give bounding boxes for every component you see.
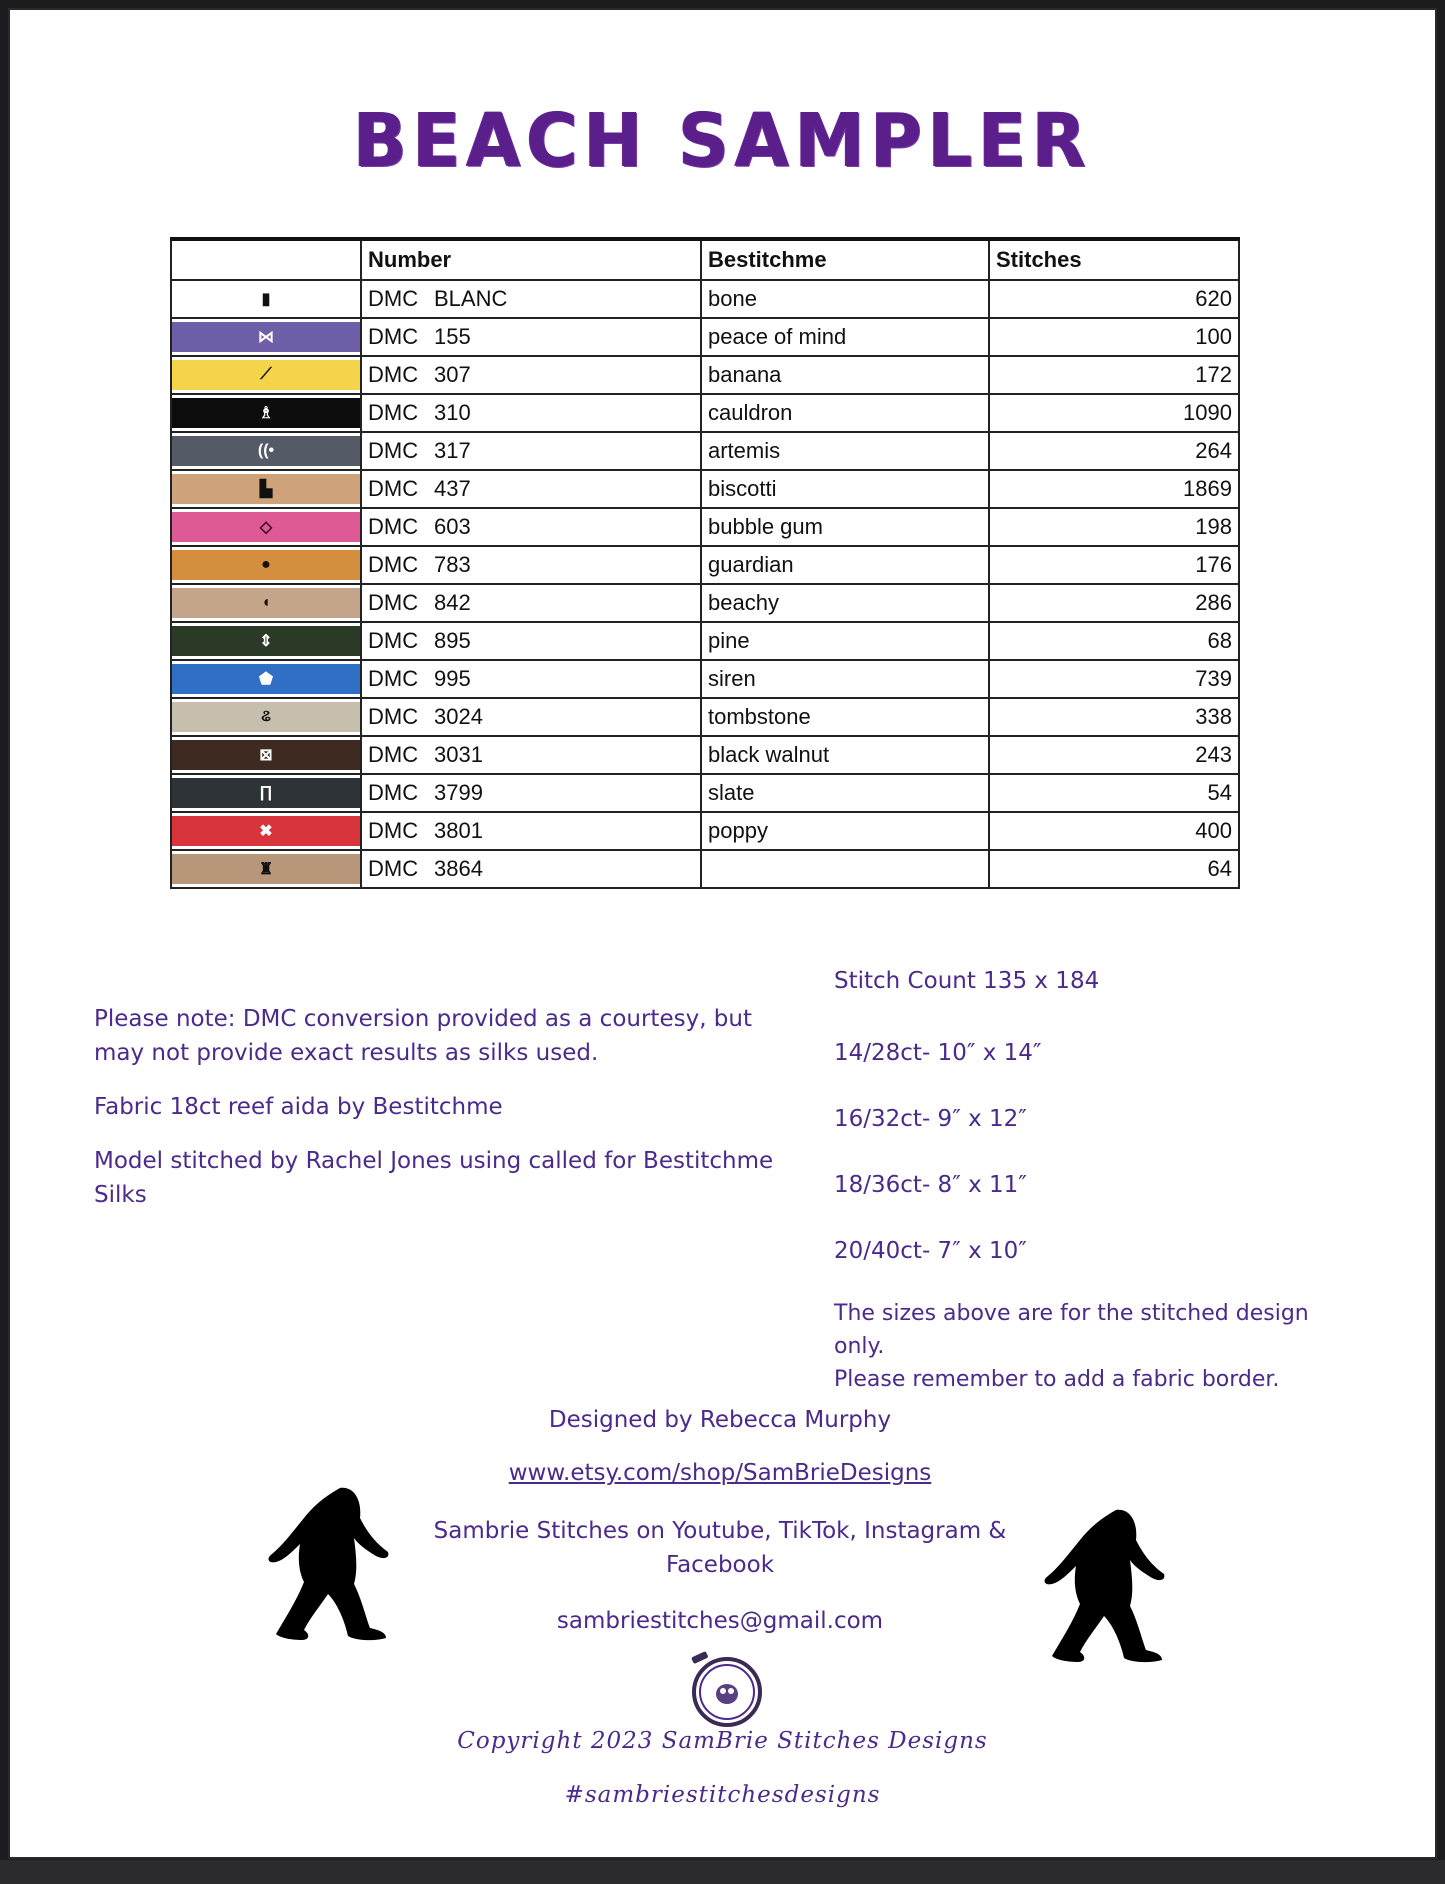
color-swatch bbox=[172, 854, 360, 884]
floss-number: 3801 bbox=[434, 818, 483, 843]
symbol-cell bbox=[171, 584, 361, 622]
brand-prefix: DMC bbox=[368, 476, 419, 501]
bestitchme-cell: beachy bbox=[701, 584, 989, 622]
table-row bbox=[171, 698, 1239, 736]
table-row bbox=[171, 660, 1239, 698]
floss-number: 895 bbox=[434, 628, 471, 653]
diamond-symbol-icon: ◇ bbox=[259, 519, 273, 536]
color-swatch bbox=[172, 512, 360, 542]
snowman-symbol-icon: ● bbox=[261, 556, 271, 573]
symbol-cell bbox=[171, 356, 361, 394]
bestitchme-cell: black walnut bbox=[701, 736, 989, 774]
pentagon-symbol-icon: ⬟ bbox=[259, 671, 273, 688]
conversion-note: Please note: DMC conversion provided as a courtesy, but may not provide exact results as silks used. bbox=[94, 1006, 753, 1066]
number-cell bbox=[361, 736, 701, 774]
brand-prefix: DMC bbox=[368, 324, 419, 349]
symbol-cell bbox=[171, 660, 361, 698]
curl-symbol-icon: ଌ bbox=[261, 708, 271, 725]
table-row bbox=[171, 432, 1239, 470]
number-cell bbox=[361, 850, 701, 888]
brand-prefix: DMC bbox=[368, 286, 419, 311]
bestitchme-cell: artemis bbox=[701, 432, 989, 470]
floss-number: 317 bbox=[434, 438, 471, 463]
table-row bbox=[171, 584, 1239, 622]
symbol-cell bbox=[171, 432, 361, 470]
bestitchme-cell: cauldron bbox=[701, 394, 989, 432]
stitches-cell: 243 bbox=[989, 736, 1239, 774]
symbol-cell bbox=[171, 622, 361, 660]
symbol-cell bbox=[171, 318, 361, 356]
stitches-cell: 1090 bbox=[989, 394, 1239, 432]
floss-number: 603 bbox=[434, 514, 471, 539]
number-cell bbox=[361, 470, 701, 508]
number-cell bbox=[361, 508, 701, 546]
color-swatch bbox=[172, 816, 360, 846]
model-note: Model stitched by Rachel Jones using called for Bestitchme Silks bbox=[94, 1148, 774, 1208]
boot-symbol-icon: ▙ bbox=[259, 481, 273, 498]
hashtag-text: #sambriestitchesdesigns bbox=[564, 1782, 881, 1808]
brand-prefix: DMC bbox=[368, 362, 419, 387]
brand-prefix: DMC bbox=[368, 552, 419, 577]
symbol-cell bbox=[171, 280, 361, 318]
viewer-bottom-bar bbox=[0, 1860, 1445, 1884]
table-row bbox=[171, 622, 1239, 660]
brand-prefix: DMC bbox=[368, 780, 419, 805]
floss-number: BLANC bbox=[434, 286, 508, 311]
social-media-text: Sambrie Stitches on Youtube, TikTok, Instagram & Facebook bbox=[433, 1518, 1007, 1578]
table-row bbox=[171, 470, 1239, 508]
sambrie-logo-icon bbox=[682, 1650, 772, 1730]
floss-number: 995 bbox=[434, 666, 471, 691]
floss-number: 437 bbox=[434, 476, 471, 501]
stitches-cell: 620 bbox=[989, 280, 1239, 318]
bestitchme-cell bbox=[701, 850, 989, 888]
stitches-cell: 198 bbox=[989, 508, 1239, 546]
symbol-cell bbox=[171, 774, 361, 812]
bestitchme-cell: biscotti bbox=[701, 470, 989, 508]
size-line-18ct: 18/36ct- 8″ x 11″ bbox=[834, 1172, 1027, 1198]
stitches-cell: 64 bbox=[989, 850, 1239, 888]
brand-prefix: DMC bbox=[368, 742, 419, 767]
header-stitches: Stitches bbox=[989, 239, 1239, 280]
number-cell bbox=[361, 660, 701, 698]
bestitchme-cell: peace of mind bbox=[701, 318, 989, 356]
page-title: BEACH SAMPLER bbox=[353, 98, 1092, 184]
bigfoot-right-icon bbox=[1038, 1500, 1168, 1670]
shop-link-wrap bbox=[370, 1460, 1070, 1486]
bestitchme-cell: bone bbox=[701, 280, 989, 318]
number-cell bbox=[361, 622, 701, 660]
color-swatch bbox=[172, 322, 360, 352]
stitches-cell: 68 bbox=[989, 622, 1239, 660]
number-cell bbox=[361, 812, 701, 850]
notes-section bbox=[94, 1002, 794, 1232]
size-line-14ct: 14/28ct- 10″ x 14″ bbox=[834, 1040, 1042, 1066]
color-swatch bbox=[172, 740, 360, 770]
number-cell bbox=[361, 394, 701, 432]
arrows-symbol-icon: ⇕ bbox=[259, 633, 273, 650]
floss-number: 842 bbox=[434, 590, 471, 615]
symbol-cell bbox=[171, 812, 361, 850]
table-row bbox=[171, 850, 1239, 888]
number-cell bbox=[361, 318, 701, 356]
arch-symbol-icon: ∏ bbox=[259, 784, 273, 801]
table-row bbox=[171, 394, 1239, 432]
table-row bbox=[171, 508, 1239, 546]
brand-prefix: DMC bbox=[368, 628, 419, 653]
color-swatch bbox=[172, 664, 360, 694]
sizes-note bbox=[834, 1297, 1354, 1396]
color-swatch bbox=[172, 436, 360, 466]
copyright-text: Copyright 2023 SamBrie Stitches Designs bbox=[457, 1728, 988, 1754]
table-row bbox=[171, 546, 1239, 584]
symbol-cell bbox=[171, 850, 361, 888]
floss-number: 3864 bbox=[434, 856, 483, 881]
color-swatch bbox=[172, 474, 360, 504]
color-swatch bbox=[172, 284, 360, 314]
color-swatch bbox=[172, 588, 360, 618]
bestitchme-cell: pine bbox=[701, 622, 989, 660]
bestitchme-cell: tombstone bbox=[701, 698, 989, 736]
bestitchme-cell: siren bbox=[701, 660, 989, 698]
table-row bbox=[171, 812, 1239, 850]
brand-prefix: DMC bbox=[368, 818, 419, 843]
number-cell bbox=[361, 584, 701, 622]
stitches-cell: 400 bbox=[989, 812, 1239, 850]
floss-number: 3799 bbox=[434, 780, 483, 805]
bestitchme-cell: guardian bbox=[701, 546, 989, 584]
color-swatch bbox=[172, 778, 360, 808]
floss-legend-table bbox=[170, 237, 1240, 889]
sizes-note-line2: Please remember to add a fabric border. bbox=[834, 1367, 1280, 1392]
number-cell bbox=[361, 356, 701, 394]
size-line-16ct: 16/32ct- 9″ x 12″ bbox=[834, 1106, 1027, 1132]
number-cell bbox=[361, 698, 701, 736]
stitches-cell: 176 bbox=[989, 546, 1239, 584]
slash-symbol-icon: ⟋ bbox=[260, 366, 272, 383]
symbol-cell bbox=[171, 546, 361, 584]
brand-prefix: DMC bbox=[368, 666, 419, 691]
symbol-cell bbox=[171, 508, 361, 546]
brand-prefix: DMC bbox=[368, 856, 419, 881]
color-swatch bbox=[172, 626, 360, 656]
floss-number: 783 bbox=[434, 552, 471, 577]
symbol-cell bbox=[171, 394, 361, 432]
designer-credit: Designed by Rebecca Murphy bbox=[548, 1407, 892, 1433]
email-address[interactable]: sambriestitches@gmail.com bbox=[556, 1608, 884, 1634]
stitches-cell: 338 bbox=[989, 698, 1239, 736]
floss-number: 155 bbox=[434, 324, 471, 349]
brand-prefix: DMC bbox=[368, 704, 419, 729]
table-row bbox=[171, 280, 1239, 318]
stitch-count: Stitch Count 135 x 184 bbox=[834, 968, 1100, 994]
brand-prefix: DMC bbox=[368, 514, 419, 539]
stitches-cell: 100 bbox=[989, 318, 1239, 356]
hat-symbol-icon: ♜ bbox=[258, 861, 274, 878]
floss-number: 307 bbox=[434, 362, 471, 387]
table-row bbox=[171, 356, 1239, 394]
table-row bbox=[171, 736, 1239, 774]
bowtie-symbol-icon: ⋈ bbox=[258, 329, 274, 346]
stitches-cell: 1869 bbox=[989, 470, 1239, 508]
floss-number: 3031 bbox=[434, 742, 483, 767]
bigfoot-left-icon bbox=[262, 1478, 392, 1648]
sizes-note-line1: The sizes above are for the stitched design only. bbox=[834, 1301, 1309, 1359]
number-cell bbox=[361, 546, 701, 584]
symbol-cell bbox=[171, 698, 361, 736]
stitches-cell: 54 bbox=[989, 774, 1239, 812]
fabric-note: Fabric 18ct reef aida by Bestitchme bbox=[94, 1094, 503, 1120]
number-cell bbox=[361, 432, 701, 470]
cross-symbol-icon: ✖ bbox=[259, 823, 273, 840]
stitches-cell: 739 bbox=[989, 660, 1239, 698]
size-line-20ct: 20/40ct- 7″ x 10″ bbox=[834, 1238, 1027, 1264]
table-header-row bbox=[171, 239, 1239, 280]
stitches-cell: 264 bbox=[989, 432, 1239, 470]
stitches-cell: 172 bbox=[989, 356, 1239, 394]
bestitchme-cell: bubble gum bbox=[701, 508, 989, 546]
bestitchme-cell: slate bbox=[701, 774, 989, 812]
table-row bbox=[171, 774, 1239, 812]
stitches-cell: 286 bbox=[989, 584, 1239, 622]
signal-symbol-icon: ((• bbox=[257, 442, 275, 459]
microphone-symbol-icon: ▮ bbox=[261, 291, 271, 308]
number-cell bbox=[361, 774, 701, 812]
bestitchme-cell: banana bbox=[701, 356, 989, 394]
header-bestitchme: Bestitchme bbox=[701, 239, 989, 280]
half-circle-symbol-icon: ◖ bbox=[261, 594, 271, 611]
brand-prefix: DMC bbox=[368, 438, 419, 463]
symbol-cell bbox=[171, 736, 361, 774]
header-symbol bbox=[171, 239, 361, 280]
color-swatch bbox=[172, 550, 360, 580]
etsy-shop-link[interactable]: www.etsy.com/shop/SamBrieDesigns bbox=[508, 1460, 932, 1486]
pattern-page bbox=[10, 10, 1435, 1857]
symbol-cell bbox=[171, 470, 361, 508]
color-swatch bbox=[172, 360, 360, 390]
floss-number: 3024 bbox=[434, 704, 483, 729]
brand-prefix: DMC bbox=[368, 400, 419, 425]
color-swatch bbox=[172, 702, 360, 732]
bestitchme-cell: poppy bbox=[701, 812, 989, 850]
figure-symbol-icon: ♗ bbox=[258, 405, 274, 422]
brand-prefix: DMC bbox=[368, 590, 419, 615]
header-number: Number bbox=[361, 239, 701, 280]
table-row bbox=[171, 318, 1239, 356]
number-cell bbox=[361, 280, 701, 318]
color-swatch bbox=[172, 398, 360, 428]
floss-number: 310 bbox=[434, 400, 471, 425]
box-symbol-icon: ⊠ bbox=[259, 747, 273, 764]
